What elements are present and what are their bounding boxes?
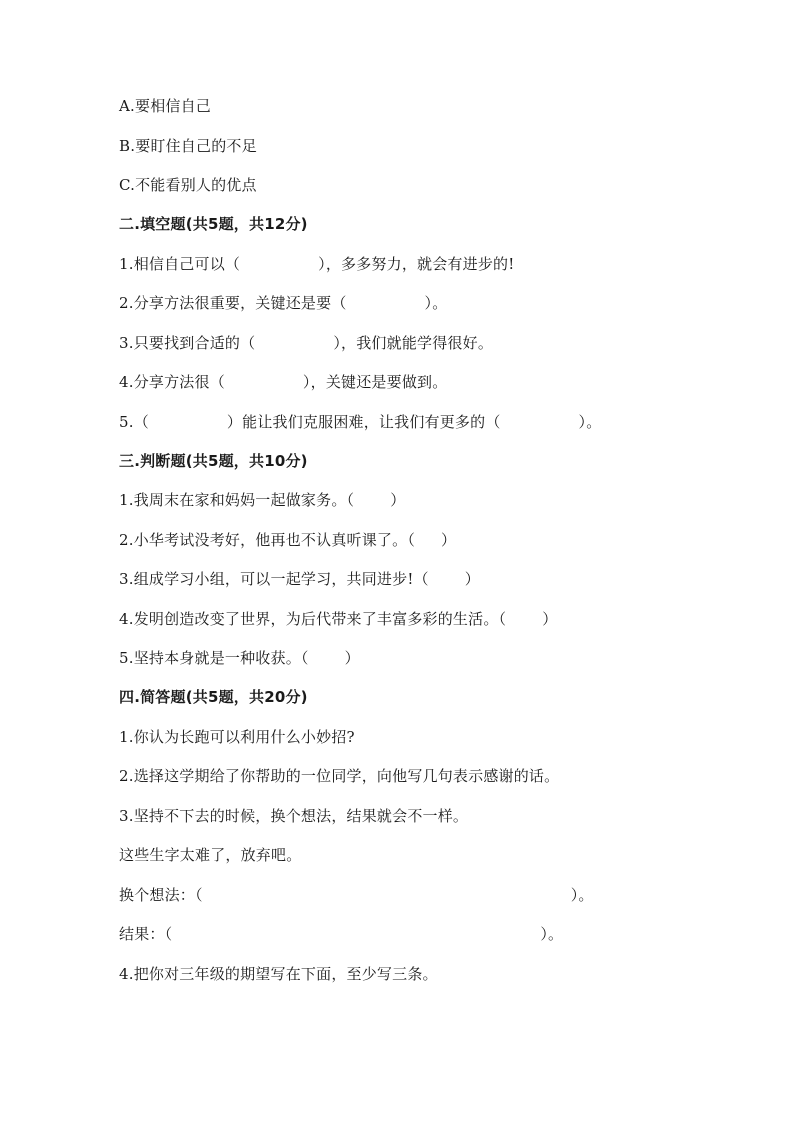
result-label: 结果：（	[119, 925, 173, 943]
judge-q4	[119, 609, 557, 629]
judge-q1	[119, 490, 405, 510]
option-c: C.不能看别人的优点	[119, 176, 257, 194]
short-answer-q3-result	[119, 924, 563, 944]
fill-blank-q3	[119, 333, 493, 353]
q1-suffix: ），多多努力，就会有进步的!	[318, 255, 515, 273]
alt-thought-close: ）。	[570, 886, 594, 904]
alt-thought-label: 换个想法：（	[119, 886, 203, 904]
short-answer-q3-alt	[119, 885, 594, 905]
result-close: ）。	[540, 925, 564, 943]
short-answer-q2: 2.选择这学期给了你帮助的一位同学，向他写几句表示感谢的话。	[119, 767, 560, 785]
q2-prefix: 2.分享方法很重要，关键还是要（	[119, 294, 347, 312]
judge-q3	[119, 569, 480, 589]
short-answer-q3-example: 这些生字太难了，放弃吧。	[119, 846, 302, 864]
short-answer-q4: 4.把你对三年级的期望写在下面，至少写三条。	[119, 965, 438, 983]
q3-prefix: 3.只要找到合适的（	[119, 334, 256, 352]
fill-blank-heading: 二.填空题(共5题，共12分)	[119, 215, 308, 233]
judge-q2-close: ）	[441, 531, 457, 549]
judge-q3-close: ）	[464, 570, 480, 588]
q5-prefix: 5.（	[119, 413, 149, 431]
fill-blank-q4	[119, 372, 447, 392]
judge-q1-text: 1.我周末在家和妈妈一起做家务。（	[119, 491, 355, 509]
judge-q2-text: 2.小华考试没考好，他再也不认真听课了。（	[119, 531, 416, 549]
judge-q5-text: 5.坚持本身就是一种收获。（	[119, 649, 309, 667]
fill-blank-q1	[119, 254, 514, 274]
q5-middle: ）能让我们克服困难，让我们有更多的（	[226, 413, 501, 431]
fill-blank-q2	[119, 293, 447, 313]
short-answer-heading: 四.简答题(共5题，共20分)	[119, 688, 308, 706]
judge-q2	[119, 530, 456, 550]
q3-suffix: ），我们就能学得很好。	[333, 334, 494, 352]
q1-prefix: 1.相信自己可以（	[119, 255, 241, 273]
q5-suffix: ）。	[578, 413, 602, 431]
short-answer-q3: 3.坚持不下去的时候，换个想法，结果就会不一样。	[119, 807, 469, 825]
q4-prefix: 4.分享方法很（	[119, 373, 225, 391]
fill-blank-q5	[119, 412, 601, 432]
judge-heading: 三.判断题(共5题，共10分)	[119, 452, 308, 470]
judge-q3-text: 3.组成学习小组，可以一起学习，共同进步!（	[119, 570, 429, 588]
judge-q4-text: 4.发明创造改变了世界，为后代带来了丰富多彩的生活。（	[119, 610, 507, 628]
option-a: A.要相信自己	[119, 97, 212, 115]
option-b: B.要盯住自己的不足	[119, 137, 257, 155]
judge-q1-close: ）	[390, 491, 406, 509]
judge-q4-close: ）	[542, 610, 558, 628]
q4-suffix: ），关键还是要做到。	[302, 373, 448, 391]
judge-q5	[119, 648, 360, 668]
short-answer-q1: 1.你认为长跑可以利用什么小妙招?	[119, 728, 355, 746]
judge-q5-close: ）	[344, 649, 360, 667]
q2-suffix: ）。	[424, 294, 448, 312]
